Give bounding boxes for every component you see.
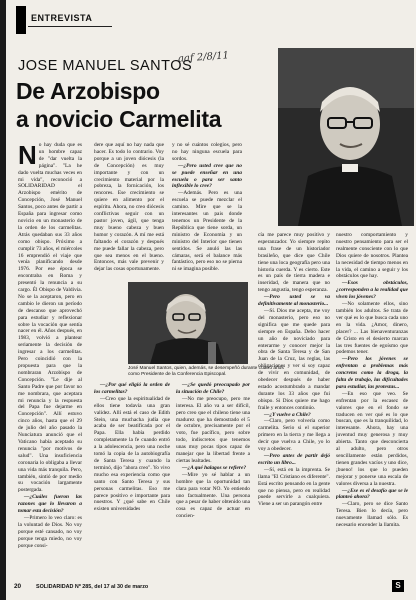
article-column-2 — [94, 142, 164, 274]
column-1-answer: —Primero lo veo claro: es la voluntad de Dios. No voy porque esté cansado, no voy porque tenga miedo, no voy porque consi- — [18, 514, 82, 549]
drop-cap: N — [18, 142, 37, 170]
column-3-answer-3: —Mire yo sé hablar a un hombre que la oportunidad tan clara para votar NO. Yo entiendo uno factualmente. Una persona que a pesar de haber obtenido una cosa es capaz de actuar en concien- — [176, 471, 250, 520]
column-1-body: o hay duda que es un hombre capaz de "dar vuelta la página". "La he dado vuelta muchas veces en mi vida", reconoció a SOLIDARIDAD el Arzobispo emérito de Concepción, José Manuel Santos, poco antes de partir a España para ingresar como novicio en un monasterio de la orden de los carmelitas. Atrás quedaban sus 33 años como obispo. Próximo a cumplir 73 años, el miércoles 16 emprendió el viaje que venía planificando desde 1976. Por ese época se encontraba en Roma y presentó la renuncia a su cargo. Él Obispo de Valdivia. No se la aceptaron, pero en cambio le dieron un período de descanso que aprovechó para estudiar y reflexionar sobre la vocación que sentía nacer en él. Años después, en 1983, volvió a plantear seriamente la decisión de ingresar a los carmelitas. Pero coincidió con la propuesta para que la nombraran Arzobispo de Concepción. "Le dije al Santo Padre que por favor no me nombrara, que aceptara mi renuncia y la respuesta del Papa fue dejarme en Concepción". Allí estuvo cinco años, hasta que el 29 de julio del año pasado la Nunciatura anunció que el Vaticano había aceptado su renuncia "por motivos de salud". Una insuficiencia coronaria lo obligaba a llevar una vida más tranquila. Pero, también, sintió de por medio su vocación largamente postergada. — [18, 142, 82, 494]
column-3-answer-2: —No me preocupo, pero me interesa. El año va a ser difícil, pero creo que el chileno tiene una madurez que ha demostrado el 5 de octubre, precisamente por el voto, fue pacífico, pero sobre todo, indiscretos que tenemos unas muy pocas tipos capaz de manejar que la libertad frente a ciertas lealtades. — [176, 395, 250, 464]
page-number: 20 — [14, 583, 22, 590]
article-column-3 — [172, 142, 242, 274]
column-4-answer-3: —Sí, está en la imprenta. Se llama "El Cristiano es diferente". Está escrito pensando en la gente que no piensa, pero en realidad puede servirle a cualquiera. Viene a ser un parangón entre — [258, 466, 330, 508]
portrait-photo-middle — [128, 282, 248, 364]
column-3-question-3: —¿A qué halagos se refiere? — [182, 464, 247, 471]
section-rule — [28, 26, 112, 27]
column-2-body: dere que aquí no hay nada que hacer. Es todo lo contrario. Voy porque a un joven diócesis (la de Concepción) es muy importante y con un crecimiento material por la pobreza, la fornicación, los rencores. Ese crecimiento se quiere en alimento por el espíritu. Ahora, no creo diócesis conflictivas seguir con un pastor joven, ágil, que tenga muy bueno cabeza y buen humor y corazón. A mí me está faltando el corazón y después me puede fallar la cabeza, pero que sea menos en el bueno. Entonces, más vale prevenir y dejar las cosas oportunamente. — [94, 142, 164, 273]
column-3-answer: —Además. Pero es una escuela se puede mezclar el camino. Mire que se la interesantes un pais donde tenemos un Presidente de la República que tiene sorda, un ministro de Economía y un ministro del Interior que tienen sentidos. Se anuló las las cámaras, será el balance más fantástico, pero eso no se pierna ni se imagina posible. — [172, 190, 242, 273]
column-5-question-1: —Esos obstáculos, ¿corresponden a la realidad que viven los jóvenes? — [336, 280, 408, 301]
column-3-question: —¿Pero usted cree que no se puede enseñar en una escuela o para ser santo inflexible lo cree? — [172, 162, 242, 190]
column-4-question-2: —¿Y vuelve a Chile? — [264, 411, 311, 418]
page-footer — [14, 580, 406, 592]
article-column-4 — [258, 232, 330, 578]
column-5-answer-3: —Claro, pero se dice Santo Teresa. Bien lo decía, pero nuevamente llamad sólo. Es necesario encender la llamita. — [336, 501, 408, 529]
column-5-answer-1: —No solamente ellos, sino también los adultos. Se trata de ver qué es lo que busca cada uno en la vida. ¿Amor, dinero, placer? ... Las bienaventuranzas de Cristo en el desierto marcan las tres fuentes de egoísmo que podemos tener. — [336, 301, 408, 356]
article-column-1 — [18, 142, 82, 578]
scan-edge — [0, 0, 6, 600]
column-4-answer-2: —Claro, pero volvería como carmelita. Serio si el superior primero en la tierra y me llega a decir que vuelva a Chile, yo lo voy a obedecer. — [258, 418, 330, 453]
portrait-top-image — [278, 48, 414, 226]
column-3-body: y no sé cuántos colegios, pero no hay ninguna escuela para sordos. — [172, 142, 242, 162]
column-1-question: —¿Cuáles fueron las razones que lo llevaron a tomar esta decisión? — [18, 494, 82, 515]
byline: JOSE MANUEL SANTOS — [18, 58, 193, 74]
handwritten-note: aaf 2/8/11 — [177, 50, 230, 65]
column-3-question-2: —¿Se quedó preocupado por la situación de Chile? — [176, 382, 250, 395]
column-2-question: —¿Por qué eligió la orden de los carmelitas? — [94, 382, 170, 395]
column-5-answer-2: —En eso que veo. Se enfrentan por la escasez de valores que en el fondo se traducen en ver qué es lo que buscan, que es la tranquilidad, lo interesante. Ahora, hay una juventud muy generosa y muy abierta. Tanto que desconcierta al adulto, pero otros sencillamente están perdidos, tienen grandes vacíos y uno dice, ¡bueno! los que lo pueden mejorar y ponerse una escala de valores diversa a la nuestra. — [336, 390, 408, 487]
column-4-answer-1: —Sí. Dios me acepta, me voy del monasterio, pero eso no significa que me quede para siempre en España. Debo hacer un año de noviciado para enterarme y conocer mejor la obra de Santa Teresa y de San Juan de la Cruz, las reglas, las obligaciones y ver si soy capaz de vivir en comunidad, de obedecer después de haber estado acostumbrado a mandar durante los 33 años que fui obispo. Si Dios quiere me hago fraile y entonces continúo. — [258, 307, 330, 411]
end-mark: S — [392, 580, 404, 592]
headline-line-1: De Arzobispo — [16, 78, 160, 104]
article-column-5 — [336, 232, 408, 578]
column-4-question-1: —Pero usted se va definitivamente al monasterio... — [258, 294, 330, 308]
column-4-question-3: —Pero antes de partir dejó escrito un libro... — [258, 453, 330, 466]
article-column-2-lower — [94, 382, 170, 578]
column-2-answer: —Creo que la espiritualidad de ellos tiene todavía una gran validez. Allí está el caso de Edith Stein, una muchacha judía que acaba de ser beatificada por el Papa. Ella había perdido completamente la fe cuando entró a la adolescencia, pero una noche tomó la copia de la autobiografía de Santa Teresa y cuando la terminó, dijo "ahora creo". Yo vivo mucho esa experiencia como que santo con Santo Teresa y sus personas carmelitas. Eso me parece positivo e importante para nuestros. Y ¿qué sabe en Chile existen universidades — [94, 395, 170, 513]
portrait-middle-image — [128, 282, 248, 364]
section-marker — [16, 6, 26, 34]
section-label: ENTREVISTA — [31, 13, 93, 23]
headline-line-2: a novicio Carmelita — [16, 106, 222, 132]
column-5-question-2: —Pero los jóvenes se enfrentan a problemas más concretos como la droga, la falta de trabajo, las dificultades para estudiar, las protestas... — [336, 356, 408, 390]
article-column-3-lower — [176, 382, 250, 578]
column-5-question-3: —¿Ese es el desafío que se le planteó ahora? — [336, 487, 408, 501]
column-4-body: cía me parece muy positivo y esperanzador. Yo siempre repito una frase de un historiador brasileño, que dice que Chile tiene una loca geografía pero una historia cuerda. Y es cierto. Este es un país de tierra madera e inseridad, de manera que no tengo angustia, tengo esperanza. — [258, 232, 330, 294]
photo-caption: José Manuel Santos, quien, además, se desempeñó durante cuatro años como Presidente de la Conferencia Episcopal. — [128, 366, 284, 377]
publication-line: SOLIDARIDAD Nº 285, del 17 al 30 de marzo — [36, 584, 149, 590]
portrait-photo-top — [278, 48, 414, 226]
column-5-body: nuestro comportamiento y nuestro pensamiento para ser el realmente consciente con lo que Dios quiere de nosotros. Plantea la necesidad de tiempo menos en la vida, el camino a seguir y los obstáculos que hay. — [336, 232, 408, 280]
